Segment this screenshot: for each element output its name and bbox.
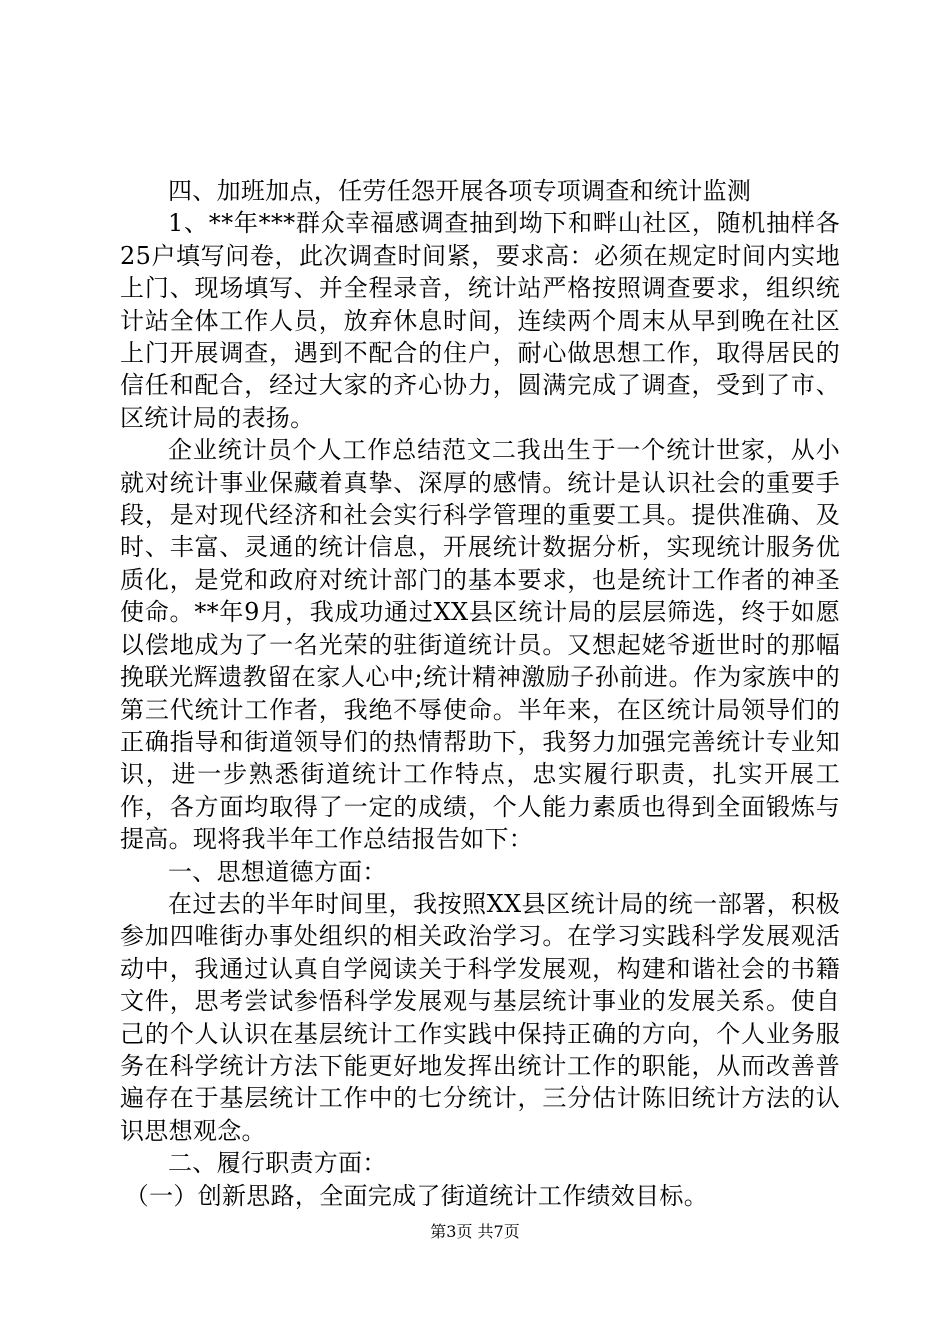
document-body (120, 175, 840, 1212)
section-heading-four: 四、加班加点，任劳任怨开展各项专项调查和统计监测 (168, 177, 752, 205)
paragraph-ideology: 在过去的半年时间里，我按照XX县区统计局的统一部署，积极参加四唯街办事处组织的相关政治学习。在学习实践科学发展观活动中，我通过认真自学阅读关于科学发展观，构建和谐社会的书籍文件，思考尝试参悟科学发展观与基层统计事业的发展关系。使自己的个人认识在基层统计工作实践中保持正确的方向，个人业务服务在科学统计方法下能更好地发挥出统计工作的职能，从而改善普遍存在于基层统计工作中的七分统计，三分估计陈旧统计方法的认识思想观念。 (120, 889, 840, 1145)
page-number-footer: 第3页 共7页 (430, 1222, 520, 1241)
section-heading-duties: 二、履行职责方面： (168, 1149, 387, 1178)
paragraph-survey: 1、**年***群众幸福感调查抽到坳下和畔山社区，随机抽样各25户填写问卷，此次调查时间紧，要求高：必须在规定时间内实地上门、现场填写、并全程录音，统计站严格按照调查要求，组织统计站全体工作人员，放弃休息时间，连续两个周末从早到晚在社区上门开展调查，遇到不配合的住户，耐心做思想工作，取得居民的信任和配合，经过大家的齐心协力，圆满完成了调查，受到了市、区统计局的表扬。 (120, 209, 840, 432)
section-heading-ideology: 一、思想道德方面： (168, 857, 387, 886)
paragraph-summary-intro: 企业统计员个人工作总结范文二我出生于一个统计世家，从小就对统计事业保藏着真挚、深厚的感情。统计是认识社会的重要手段，是对现代经济和社会实行科学管理的重要工具。提供准确、及时、丰富、灵通的统计信息，开展统计数据分析，实现统计服务优质化，是党和政府对统计部门的基本要求，也是统计工作者的神圣使命。**年9月，我成功通过XX县区统计局的层层筛选，终于如愿以偿地成为了一名光荣的驻街道统计员。又想起姥爷逝世时的那幅挽联光辉遗教留在家人心中;统计精神激励子孙前进。作为家族中的第三代统计工作者，我绝不辱使命。半年来，在区统计局领导们的正确指导和街道领导们的热情帮助下，我努力加强完善统计专业知识，进一步熟悉街道统计工作特点，忠实履行职责，扎实开展工作，各方面均取得了一定的成绩，个人能力素质也得到全面锻炼与提高。现将我半年工作总结报告如下： (120, 436, 840, 854)
subsection-heading-innovation: （一）创新思路，全面完成了街道统计工作绩效目标。 (124, 1181, 708, 1210)
